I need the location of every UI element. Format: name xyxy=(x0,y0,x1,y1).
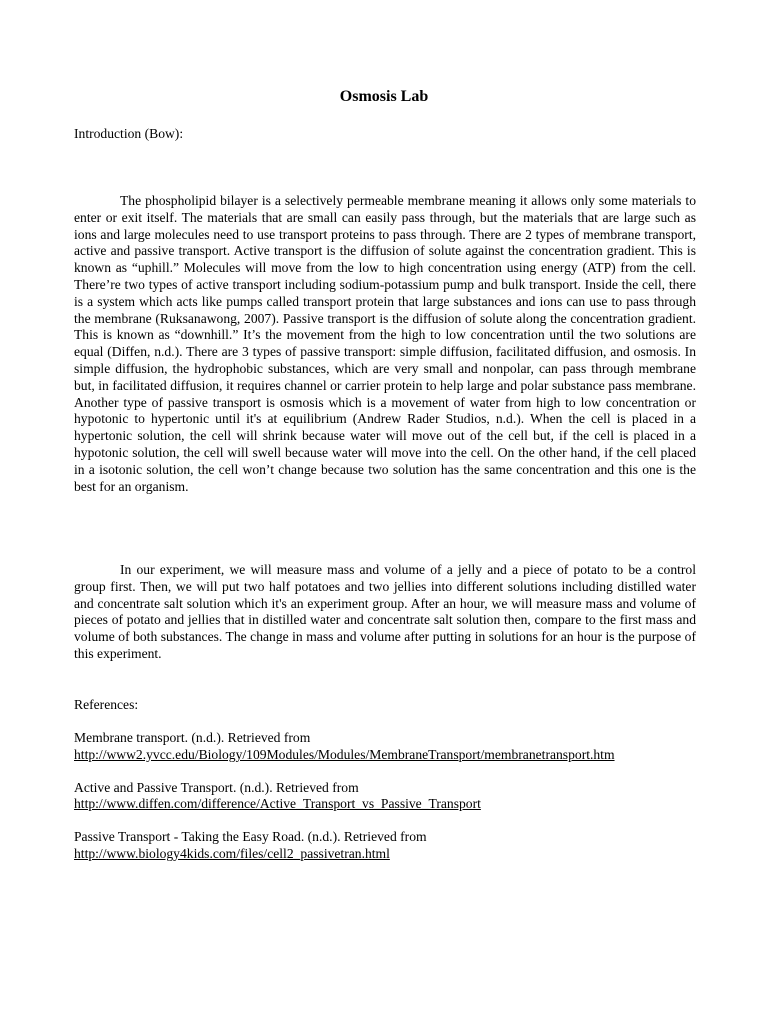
references-heading: References: xyxy=(74,697,139,712)
reference-item xyxy=(74,730,714,764)
reference-link[interactable]: http://www.biology4kids.com/files/cell2_passivetran.html xyxy=(74,845,390,861)
reference-text: Membrane transport. (n.d.). Retrieved from xyxy=(74,730,311,745)
reference-item xyxy=(74,780,714,814)
reference-link[interactable]: http://www2.yvcc.edu/Biology/109Modules/Modules/MembraneTransport/membranetransport.htm xyxy=(74,746,615,762)
reference-text: Passive Transport - Taking the Easy Road. (n.d.). Retrieved from xyxy=(74,829,427,845)
document-title: Osmosis Lab xyxy=(339,88,429,105)
reference-text: Active and Passive Transport. (n.d.). Retrieved from xyxy=(74,779,359,795)
introduction-paragraph-2: In our experiment, we will measure mass and volume of a jelly and a piece of potato to be a control group first. Then, we will put two half potatoes and two jellies into different solutions including distilled water and concentrate salt solution which it's an experiment group. After an hour, we will measure mass and volume of pieces of potato and jellies that in distilled water and concentrate salt solution then, compare to the first mass and volume of both substances. The change in mass and volume after putting in solutions for an hour is the purpose of this experiment. xyxy=(74,562,696,661)
introduction-paragraph-1: The phospholipid bilayer is a selectively permeable membrane meaning it allows only some materials to enter or exit itself. The materials that are small can easily pass through, but the materials that are large such as ions and large molecules need to use transport proteins to pass through. There are 2 types of membrane transport, active and passive transport. Active transport is the diffusion of solute against the concentration gradient. This is known as “uphill.” Molecules will move from the low to high concentration using energy (ATP) from the cell. There’re two types of active transport including sodium-potassium pump and bulk transport. Inside the cell, there is a system which acts like pumps called transport protein that large substances and ions can use to pass through the membrane (Ruksanawong, 2007). Passive transport is the diffusion of solute along the concentration gradient. This is known as “downhill.” It’s the movement from the high to low concentration until the two solutions are equal (Diffen, n.d.). There are 3 types of passive transport: simple diffusion, facilitated diffusion, and osmosis. In simple diffusion, the hydrophobic substances, which are very small and nonpolar, can pass through membrane but, in facilitated diffusion, it requires channel or carrier protein to help large and polar substance pass membrane. Another type of passive transport is osmosis which is a movement of water from high to low concentration or hypotonic to hypertonic until it's at equilibrium (Andrew Rader Studios, n.d.). When the cell is placed in a hypertonic solution, the cell will shrink because water will move out of the cell but, if the cell is placed in a hypotonic solution, the cell will swell because water will move into the cell. On the other hand, if the cell placed in a isotonic solution, the cell won’t change because two solution has the same concentration and this one is the best for an organism. xyxy=(74,193,696,494)
reference-item xyxy=(74,829,714,863)
reference-link[interactable]: http://www.diffen.com/difference/Active_Transport_vs_Passive_Transport xyxy=(74,796,481,812)
introduction-heading: Introduction (Bow): xyxy=(74,126,184,141)
references-list xyxy=(74,730,714,879)
